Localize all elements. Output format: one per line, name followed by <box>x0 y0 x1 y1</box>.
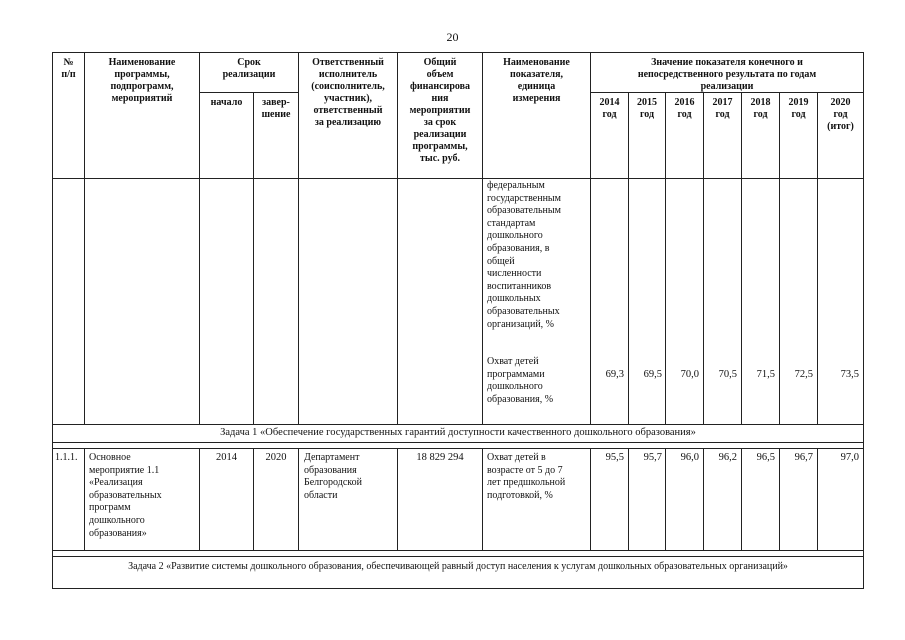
row-col-line-8 <box>628 448 629 551</box>
row-111-responsible: Департамент образования Белгородской области <box>304 452 362 501</box>
row-111-value-2019: 96,7 <box>794 452 813 463</box>
value-2014: 69,3 <box>605 369 624 380</box>
col-line-3 <box>253 92 254 425</box>
row-col-line-4 <box>298 448 299 551</box>
indicator-preschool-coverage: Охват детей программами дошкольного образования, % <box>487 356 554 405</box>
header-indicator: Наименование показателя, единица измерения <box>503 57 570 104</box>
table-border-left <box>52 52 53 589</box>
task-2-heading: Задача 2 «Развитие системы дошкольного образования, обеспечивающей равный доступ населения к услугам дошкольных образовательных организаций» <box>128 561 788 572</box>
header-end: завер- шение <box>261 97 291 120</box>
col-line-1 <box>84 52 85 425</box>
row-col-line-11 <box>741 448 742 551</box>
row-111-value-2020: 97,0 <box>840 452 859 463</box>
value-2018: 71,5 <box>756 369 775 380</box>
row-col-line-6 <box>482 448 483 551</box>
header-start: начало <box>210 97 243 108</box>
header-values-group: Значение показателя конечного и непосредственного результата по годам реализации <box>637 57 817 92</box>
row-111-value-2014: 95,5 <box>605 452 624 463</box>
header-year-2015: 2015 год <box>637 97 657 120</box>
row-111-start: 2014 <box>216 452 237 463</box>
row-col-line-1 <box>84 448 85 551</box>
row-111-top-line <box>52 448 864 449</box>
row-col-line-12 <box>779 448 780 551</box>
row-111-indicator: Охват детей в возрасте от 5 до 7 лет предшкольной подготовкой, % <box>487 452 566 501</box>
header-year-2017: 2017 год <box>712 97 733 120</box>
header-term: Срок реализации <box>222 57 276 80</box>
row-111-end: 2020 <box>265 452 287 463</box>
value-2015: 69,5 <box>643 369 662 380</box>
row-111-number: 1.1.1. <box>55 452 78 463</box>
value-2019: 72,5 <box>794 369 813 380</box>
task1-top-line <box>52 424 864 425</box>
row-col-line-9 <box>665 448 666 551</box>
page-number: 20 <box>446 30 459 44</box>
task-1-heading: Задача 1 «Обеспечение государственных гарантий доступности качественного дошкольного образования» <box>220 427 696 438</box>
value-2016: 70,0 <box>680 369 699 380</box>
header-year-2019: 2019 год <box>788 97 809 120</box>
table-border-bottom <box>52 588 864 589</box>
header-bottom-line <box>52 178 864 179</box>
header-year-2016: 2016 год <box>674 97 695 120</box>
value-2017: 70,5 <box>718 369 737 380</box>
header-responsible: Ответственный исполнитель (соисполнитель, участник), ответственный за реализацию <box>311 57 385 128</box>
header-year-2014: 2014 год <box>599 97 620 120</box>
header-year-2018: 2018 год <box>750 97 771 120</box>
value-2020: 73,5 <box>840 369 859 380</box>
header-funding: Общий объем финансирова ния мероприятии за срок реализации программы, тыс. руб. <box>409 57 471 164</box>
term-subheader-line <box>199 92 298 93</box>
col-line-6 <box>482 52 483 425</box>
row-111-value-2015: 95,7 <box>643 452 662 463</box>
row-111-value-2017: 96,2 <box>718 452 737 463</box>
header-year-2020: 2020 год (итог) <box>827 97 854 132</box>
header-number: № п/п <box>61 57 76 80</box>
row-col-line-10 <box>703 448 704 551</box>
task2-top-line <box>52 556 864 557</box>
row-111-funding: 18 829 294 <box>416 452 464 463</box>
row-111-value-2016: 96,0 <box>680 452 699 463</box>
continued-indicator-text: федеральным государственным образовательным стандартам дошкольного образования, в общей численности воспитанников дошкольных образовательных организаций, % <box>487 180 561 330</box>
row-111-value-2018: 96,5 <box>756 452 775 463</box>
row-111-bottom-line <box>52 550 864 551</box>
row-111-name: Основное мероприятие 1.1 «Реализация образовательных программ дошкольного образования» <box>89 452 162 539</box>
header-program-name: Наименование программы, подпрограмм, мероприятий <box>108 57 176 104</box>
row-col-line-7 <box>590 448 591 551</box>
table-border-right <box>863 52 864 589</box>
task1-bottom-line <box>52 442 864 443</box>
row-col-line-13 <box>817 448 818 551</box>
table-border-top <box>52 52 864 53</box>
